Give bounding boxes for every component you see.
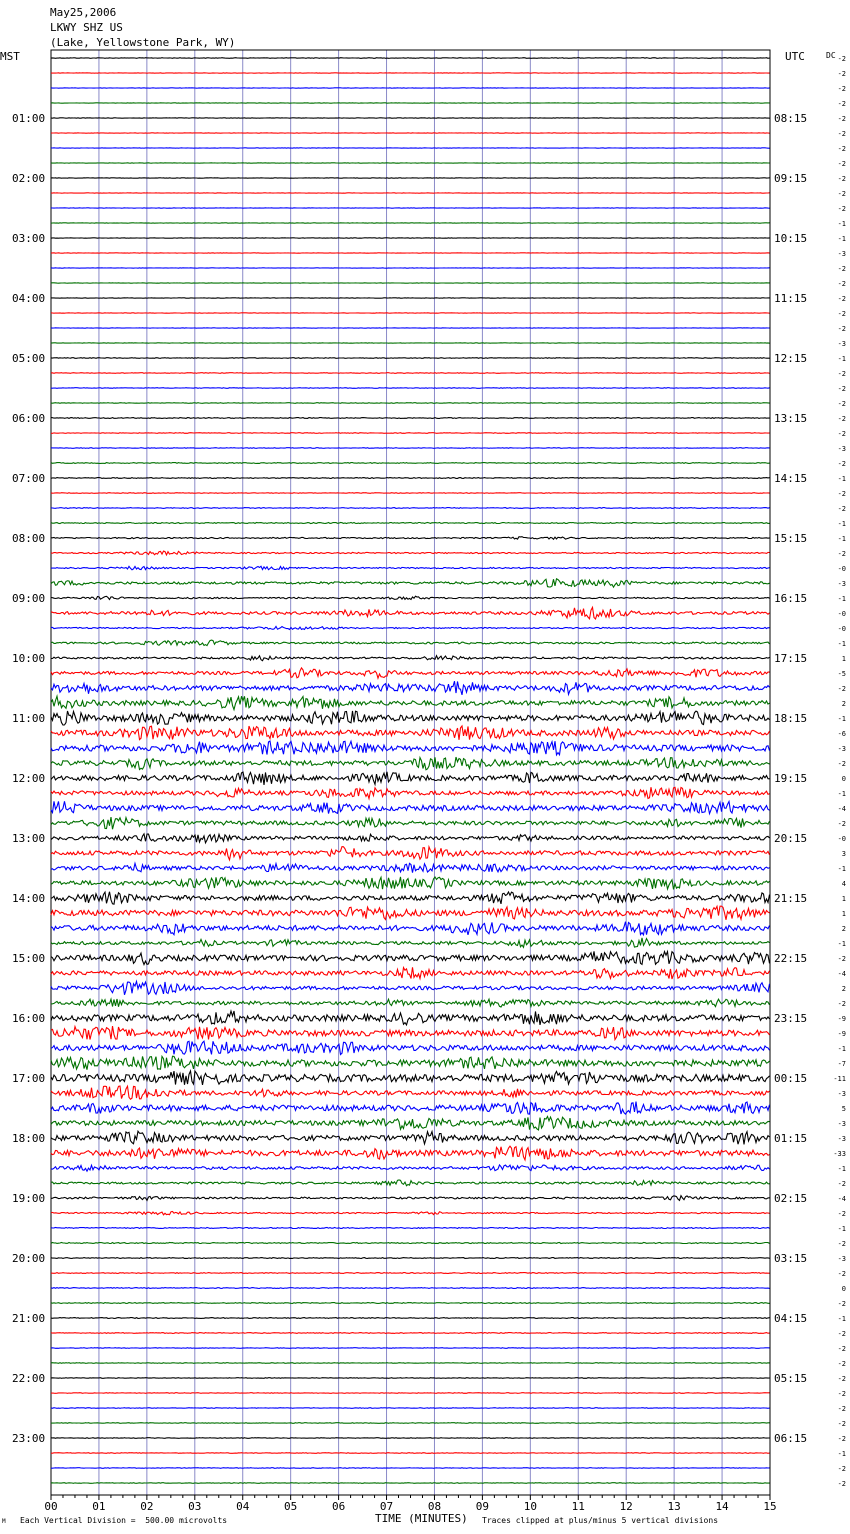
- x-tick-label: 11: [571, 1500, 585, 1513]
- dc-offset-label: 0: [841, 1285, 846, 1293]
- dc-offset-label: -2: [837, 280, 846, 288]
- trace-46: [51, 741, 770, 755]
- left-hour-label: 23:00: [12, 1432, 46, 1445]
- dc-offset-label: -5: [837, 670, 846, 678]
- dc-offset-label: -2: [837, 490, 846, 498]
- dc-offset-label: 2: [841, 925, 846, 933]
- dc-offset-label: -33: [833, 1150, 846, 1158]
- trace-65: [51, 1026, 770, 1039]
- trace-25: [51, 433, 770, 434]
- dc-offset-label: -2: [837, 370, 846, 378]
- left-hour-label: 19:00: [12, 1192, 46, 1205]
- dc-offset-label: -2: [837, 160, 846, 168]
- trace-51: [51, 817, 770, 829]
- dc-offset-label: -3: [837, 1255, 846, 1263]
- trace-0: [51, 58, 770, 59]
- right-hour-label: 05:15: [774, 1372, 808, 1385]
- dc-offset-label: -2: [837, 1330, 846, 1338]
- left-hour-label: 05:00: [12, 352, 46, 365]
- right-hour-label: 13:15: [774, 412, 808, 425]
- trace-39: [51, 640, 770, 646]
- dc-offset-label: -1: [837, 790, 846, 798]
- trace-70: [51, 1102, 770, 1115]
- trace-92: [51, 1438, 770, 1439]
- trace-21: [51, 373, 770, 374]
- trace-68: [51, 1071, 770, 1085]
- left-hour-label: 12:00: [12, 772, 46, 785]
- trace-54: [51, 863, 770, 872]
- dc-offset-label: -3: [837, 340, 846, 348]
- trace-81: [51, 1273, 770, 1274]
- left-hour-label: 06:00: [12, 412, 46, 425]
- x-tick-label: 10: [523, 1500, 537, 1513]
- trace-69: [51, 1086, 770, 1099]
- trace-79: [51, 1243, 770, 1244]
- right-hour-label: 11:15: [774, 292, 808, 305]
- right-hour-label: 23:15: [774, 1012, 808, 1025]
- left-time-labels: [12, 112, 45, 1445]
- left-hour-label: 08:00: [12, 532, 46, 545]
- trace-50: [51, 801, 770, 813]
- dc-offset-label: -2: [837, 70, 846, 78]
- dc-offset-label: -1: [837, 1165, 846, 1173]
- dc-offset-label: -2: [837, 145, 846, 153]
- x-tick-label: 03: [188, 1500, 202, 1513]
- trace-44: [51, 711, 770, 725]
- dc-offset-label: -2: [837, 1000, 846, 1008]
- header-location: (Lake, Yellowstone Park, WY): [50, 36, 236, 49]
- dc-offset-label: -2: [837, 1390, 846, 1398]
- dc-offset-label: -3: [837, 580, 846, 588]
- dc-offset-label: -3: [837, 1090, 846, 1098]
- dc-offset-label: -1: [837, 535, 846, 543]
- dc-offset-label: -2: [837, 175, 846, 183]
- trace-59: [51, 938, 770, 947]
- trace-45: [51, 726, 770, 740]
- dc-offset-label: -2: [837, 1180, 846, 1188]
- trace-47: [51, 757, 770, 770]
- dc-offset-label: -2: [837, 190, 846, 198]
- dc-offset-label: -2: [837, 505, 846, 513]
- trace-38: [51, 626, 770, 629]
- header-date: May25,2006: [50, 6, 117, 19]
- x-tick-label: 12: [619, 1500, 633, 1513]
- right-hour-label: 12:15: [774, 352, 808, 365]
- trace-23: [51, 403, 770, 404]
- right-hour-label: 14:15: [774, 472, 808, 485]
- right-hour-label: 00:15: [774, 1072, 808, 1085]
- trace-48: [51, 772, 770, 785]
- dc-offset-label: -1: [837, 1450, 846, 1458]
- dc-offset-label: -9: [837, 1030, 846, 1038]
- dc-offset-label: 2: [841, 985, 846, 993]
- x-axis: [44, 1495, 776, 1513]
- trace-37: [51, 607, 770, 619]
- dc-offset-label: -1: [837, 475, 846, 483]
- dc-offset-label: -9: [837, 1015, 846, 1023]
- left-hour-label: 17:00: [12, 1072, 46, 1085]
- right-hour-label: 01:15: [774, 1132, 808, 1145]
- trace-60: [51, 951, 770, 964]
- dc-offset-label: -2: [837, 460, 846, 468]
- trace-56: [51, 892, 770, 905]
- trace-22: [51, 388, 770, 389]
- x-tick-label: 04: [236, 1500, 250, 1513]
- left-hour-label: 04:00: [12, 292, 46, 305]
- right-hour-label: 08:15: [774, 112, 808, 125]
- dc-offset-label: -2: [837, 130, 846, 138]
- trace-32: [51, 537, 770, 540]
- trace-73: [51, 1146, 770, 1160]
- trace-84: [51, 1318, 770, 1319]
- right-hour-label: 19:15: [774, 772, 808, 785]
- right-hour-label: 20:15: [774, 832, 808, 845]
- trace-27: [51, 463, 770, 464]
- dc-offset-label: -2: [837, 55, 846, 63]
- dc-offset-label: -6: [837, 730, 846, 738]
- trace-42: [51, 681, 770, 695]
- x-tick-label: 15: [763, 1500, 777, 1513]
- right-hour-label: 02:15: [774, 1192, 808, 1205]
- dc-offset-label: -2: [837, 325, 846, 333]
- x-tick-label: 13: [667, 1500, 681, 1513]
- trace-43: [51, 696, 770, 709]
- dc-offset-label: -1: [837, 220, 846, 228]
- dc-offset-label: -2: [837, 1360, 846, 1368]
- dc-offset-label: -1: [837, 595, 846, 603]
- dc-offset-label: -4: [837, 1195, 846, 1203]
- right-hour-label: 03:15: [774, 1252, 808, 1265]
- left-hour-label: 10:00: [12, 652, 46, 665]
- dc-offset-label: -4: [837, 970, 846, 978]
- grid-lines: [51, 50, 770, 1495]
- trace-58: [51, 922, 770, 935]
- header-station: LKWY SHZ US: [50, 21, 123, 34]
- dc-offset-label: -2: [837, 100, 846, 108]
- dc-label: DC: [826, 51, 836, 60]
- trace-67: [51, 1056, 770, 1070]
- x-tick-label: 14: [715, 1500, 729, 1513]
- dc-offset-label: 2: [841, 700, 846, 708]
- left-hour-label: 02:00: [12, 172, 46, 185]
- left-hour-label: 13:00: [12, 832, 46, 845]
- seismic-traces: [51, 58, 770, 1484]
- dc-offset-label: -7: [837, 1060, 846, 1068]
- dc-offset-label: -2: [837, 115, 846, 123]
- right-hour-label: 16:15: [774, 592, 808, 605]
- trace-64: [51, 1011, 770, 1025]
- dc-offset-label: -2: [837, 1210, 846, 1218]
- dc-offset-label: -1: [837, 1315, 846, 1323]
- trace-40: [51, 656, 770, 661]
- trace-94: [51, 1468, 770, 1469]
- trace-62: [51, 981, 770, 994]
- dc-offset-label: -4: [837, 805, 846, 813]
- dc-offset-label: -2: [837, 295, 846, 303]
- x-axis-title: TIME (MINUTES): [375, 1512, 468, 1525]
- dc-offset-label: -0: [837, 565, 846, 573]
- trace-75: [51, 1180, 770, 1186]
- left-hour-label: 03:00: [12, 232, 46, 245]
- x-tick-label: 00: [44, 1500, 58, 1513]
- trace-86: [51, 1348, 770, 1349]
- trace-36: [51, 596, 770, 599]
- dc-offset-label: -1: [837, 865, 846, 873]
- dc-offset-label: -2: [837, 1465, 846, 1473]
- left-hour-label: 20:00: [12, 1252, 46, 1265]
- left-hour-label: 18:00: [12, 1132, 46, 1145]
- trace-77: [51, 1212, 770, 1215]
- corner-mark: M: [2, 1518, 6, 1525]
- left-hour-label: 15:00: [12, 952, 46, 965]
- dc-offset-label: -3: [837, 1135, 846, 1143]
- trace-41: [51, 668, 770, 678]
- left-hour-label: 11:00: [12, 712, 46, 725]
- dc-offset-label: -2: [837, 1240, 846, 1248]
- dc-offset-label: 3: [841, 850, 846, 858]
- trace-29: [51, 493, 770, 494]
- trace-91: [51, 1423, 770, 1424]
- trace-55: [51, 877, 770, 890]
- left-hour-label: 01:00: [12, 112, 46, 125]
- trace-66: [51, 1041, 770, 1054]
- right-hour-label: 06:15: [774, 1432, 808, 1445]
- dc-offset-label: -2: [837, 415, 846, 423]
- x-tick-label: 01: [92, 1500, 106, 1513]
- right-timezone-label: UTC: [785, 50, 805, 63]
- right-hour-label: 22:15: [774, 952, 808, 965]
- dc-offset-label: 1: [841, 895, 846, 903]
- dc-offset-label: -0: [837, 835, 846, 843]
- dc-offset-label: -2: [837, 955, 846, 963]
- dc-offset-label: -2: [837, 1345, 846, 1353]
- scale-note: Each Vertical Division = 500.00 microvolts: [20, 1516, 228, 1525]
- dc-offset-label: 5: [841, 1105, 846, 1113]
- x-tick-label: 07: [379, 1500, 394, 1513]
- dc-offset-label: -2: [837, 430, 846, 438]
- dc-offset-label: -3: [837, 745, 846, 753]
- dc-offset-label: 4: [841, 880, 846, 888]
- trace-74: [51, 1165, 770, 1171]
- trace-28: [51, 478, 770, 479]
- trace-71: [51, 1117, 770, 1130]
- right-hour-label: 10:15: [774, 232, 808, 245]
- trace-87: [51, 1363, 770, 1364]
- left-hour-label: 07:00: [12, 472, 46, 485]
- left-hour-label: 22:00: [12, 1372, 46, 1385]
- dc-offset-label: -0: [837, 625, 846, 633]
- trace-53: [51, 847, 770, 860]
- dc-offset-label: -2: [837, 1270, 846, 1278]
- trace-49: [51, 787, 770, 798]
- dc-offset-label: -1: [837, 520, 846, 528]
- trace-85: [51, 1333, 770, 1334]
- trace-52: [51, 834, 770, 843]
- dc-offset-label: -2: [837, 1405, 846, 1413]
- dc-offset-label: -0: [837, 610, 846, 618]
- trace-83: [51, 1303, 770, 1304]
- left-hour-label: 14:00: [12, 892, 46, 905]
- trace-33: [51, 551, 770, 555]
- trace-61: [51, 967, 770, 979]
- dc-offset-label: -1: [837, 235, 846, 243]
- x-tick-label: 09: [475, 1500, 490, 1513]
- x-tick-label: 06: [331, 1500, 346, 1513]
- dc-offset-label: 1: [841, 655, 846, 663]
- left-hour-label: 09:00: [12, 592, 46, 605]
- dc-offset-label: -2: [837, 85, 846, 93]
- dc-offset-label: -1: [837, 1045, 846, 1053]
- dc-offset-label: -2: [837, 550, 846, 558]
- dc-offset-label: -2: [837, 310, 846, 318]
- right-hour-label: 09:15: [774, 172, 808, 185]
- dc-offset-label: -2: [837, 685, 846, 693]
- dc-offset-label: -1: [837, 355, 846, 363]
- plot-frame: [51, 50, 770, 1495]
- trace-57: [51, 906, 770, 920]
- dc-offset-label: -3: [837, 1120, 846, 1128]
- trace-24: [51, 418, 770, 419]
- trace-31: [51, 523, 770, 524]
- dc-offset-label: -2: [837, 205, 846, 213]
- dc-offset-label: -2: [837, 1435, 846, 1443]
- x-tick-label: 05: [284, 1500, 298, 1513]
- dc-offset-labels: [833, 55, 846, 1488]
- dc-offset-label: -1: [837, 1225, 846, 1233]
- right-hour-label: 04:15: [774, 1312, 808, 1325]
- trace-26: [51, 448, 770, 449]
- trace-78: [51, 1228, 770, 1229]
- right-hour-label: 18:15: [774, 712, 808, 725]
- right-hour-label: 21:15: [774, 892, 808, 905]
- trace-95: [51, 1483, 770, 1484]
- trace-80: [51, 1258, 770, 1259]
- trace-63: [51, 999, 770, 1007]
- right-hour-label: 15:15: [774, 532, 808, 545]
- trace-30: [51, 508, 770, 509]
- dc-offset-label: -1: [837, 640, 846, 648]
- dc-offset-label: -2: [837, 1420, 846, 1428]
- trace-34: [51, 566, 770, 570]
- trace-93: [51, 1453, 770, 1454]
- dc-offset-label: -3: [837, 250, 846, 258]
- right-time-labels: [774, 112, 807, 1445]
- dc-offset-label: -11: [833, 1075, 846, 1083]
- left-hour-label: 16:00: [12, 1012, 46, 1025]
- dc-offset-label: -1: [837, 715, 846, 723]
- trace-88: [51, 1378, 770, 1379]
- dc-offset-label: -2: [837, 400, 846, 408]
- trace-76: [51, 1196, 770, 1201]
- dc-offset-label: -2: [837, 385, 846, 393]
- trace-72: [51, 1131, 770, 1144]
- dc-offset-label: -2: [837, 1375, 846, 1383]
- clip-note: Traces clipped at plus/minus 5 vertical divisions: [482, 1516, 719, 1525]
- dc-offset-label: 1: [841, 910, 846, 918]
- trace-89: [51, 1393, 770, 1394]
- trace-35: [51, 579, 770, 587]
- x-tick-label: 08: [427, 1500, 442, 1513]
- trace-90: [51, 1408, 770, 1409]
- trace-82: [51, 1288, 770, 1289]
- trace-20: [51, 358, 770, 359]
- dc-offset-label: -1: [837, 940, 846, 948]
- dc-offset-label: -2: [837, 1300, 846, 1308]
- dc-offset-label: -2: [837, 820, 846, 828]
- dc-offset-label: -2: [837, 265, 846, 273]
- dc-offset-label: -2: [837, 1480, 846, 1488]
- dc-offset-label: -2: [837, 760, 846, 768]
- left-hour-label: 21:00: [12, 1312, 46, 1325]
- dc-offset-label: 0: [841, 775, 846, 783]
- left-timezone-label: MST: [0, 50, 20, 63]
- dc-offset-label: -3: [837, 445, 846, 453]
- x-tick-label: 02: [140, 1500, 154, 1513]
- right-hour-label: 17:15: [774, 652, 808, 665]
